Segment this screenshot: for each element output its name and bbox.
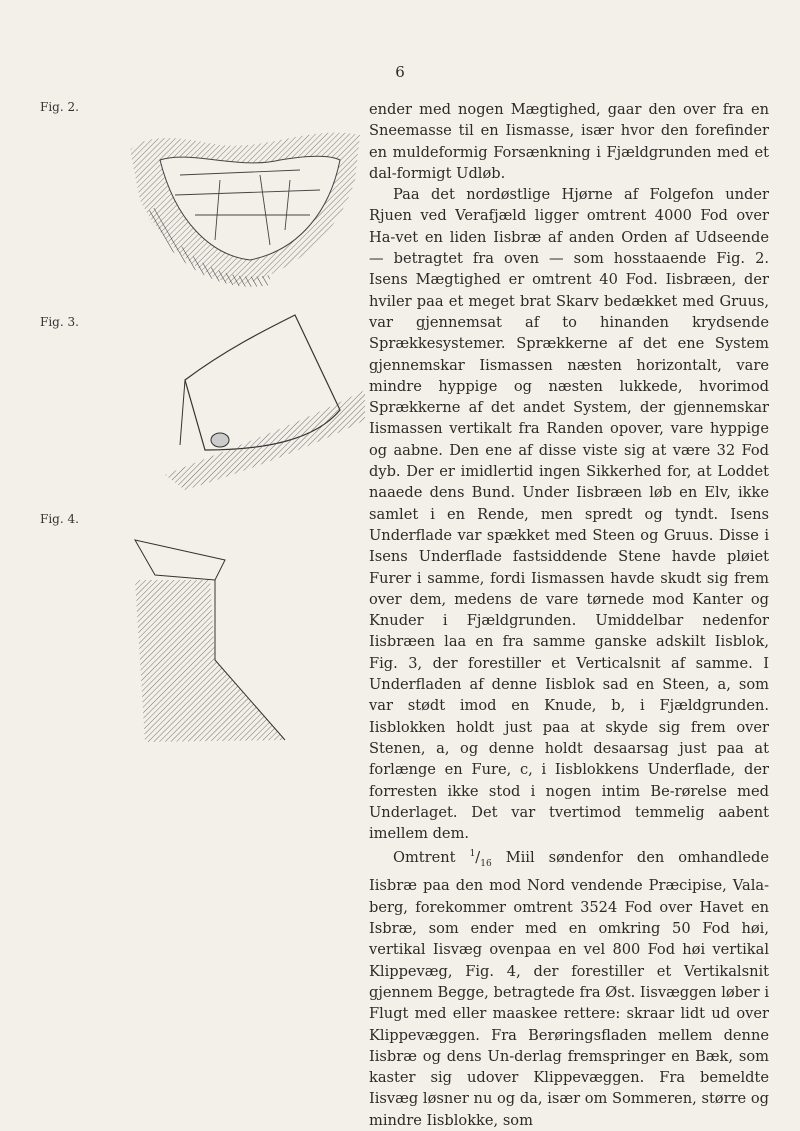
page-number: 6 <box>395 63 405 81</box>
fig4-illustration <box>115 520 375 750</box>
fig3-illustration <box>165 300 365 490</box>
paragraph-3 <box>369 844 769 1131</box>
body-text <box>369 99 769 1131</box>
paragraph-3-rest: Miil søndenfor den omhandlede Iisbræ paa den mod Nord vendende Præcipise, Vala-berg, forekommer omtrent 3524 Fod over Havet en Isbræ, som ender med en omkring 50 Fod høi, vertikal Iisvæg ovenpaa en vel 800 Fod høi vertikal Klippevæg, Fig. 4, der forestiller et Vertikalsnit gjennem Begge, betragtede fra Øst. Iisvæggen løber i Flugt med eller maaskee rettere: skraar lidt ud over Klippevæggen. Fra Berøringsfladen mellem denne Iisbræ og dens Un-derlag fremspringer en Bæk, som kaster sig udover Klippevæggen. Fra bemeldte Iisvæg løsner nu og da, især om Sommeren, større og mindre Iisblokke, som <box>369 849 770 1129</box>
fig2-illustration <box>120 120 370 290</box>
fig4-label: Fig. 4. <box>40 512 79 526</box>
paragraph-3-start: Omtrent <box>393 849 456 867</box>
fig2-label: Fig. 2. <box>40 100 79 114</box>
paragraph-2: Paa det nordøstlige Hjørne af Folgefon under Rjuen ved Verafjæld ligger omtrent 4000 Fod over Ha-vet en liden Iisbræ af anden Orden af Udseende — betragtet fra oven — som hosstaaende Fig. 2. Isens Mægtighed er omtrent 40 Fod. Iisbræen, der hviler paa et meget brat Skarv bedækket med Gruus, var gjennemsat af to hinanden krydsende Sprækkesystemer. Sprækkerne af det ene System gjennemskar Iismassen næsten horizontalt, vare mindre hyppige og næsten lukkede, hvorimod Sprækkerne af det andet System, der gjennemskar Iismassen vertikalt fra Randen opover, vare hyppige og aabne. Den ene af disse viste sig at være 32 Fod dyb. Der er imidlertid ingen Sikkerhed for, at Loddet naaede dens Bund. Under Iisbræen løb en Elv, ikke samlet i en Rende, men spredt og tyndt. Isens Underflade var spækket med Steen og Gruus. Disse i Isens Underflade fastsiddende Stene havde pløiet Furer i samme, fordi Iismassen havde skudt sig frem over dem, medens de vare tørnede mod Kanter og Knuder i Fjældgrunden. Umiddelbar nedenfor Iisbræen laa en fra samme ganske adskilt Iisblok, Fig. 3, der forestiller et Verticalsnit af samme. I Underfladen af denne Iisblok sad en Steen, a, som var stødt imod en Knude, b, i Fjældgrunden. Iisblokken holdt just paa at skyde sig frem over Stenen, a, og denne holdt desaarsag just paa at forlænge en Fure, c, i Iisblokkens Underflade, der forresten ikke stod i nogen intim Be-rørelse med Underlaget. Det var tvertimod temmelig aabent imellem dem. <box>369 186 769 843</box>
paragraph-1: ender med nogen Mægtighed, gaar den over fra en Sneemasse til en Iismasse, især hvor den forefinder en muldeformig Forsænkning i Fjældgrunden med et dal-formigt Udløb. <box>369 101 769 182</box>
fraction-denominator: 16 <box>480 859 492 870</box>
fraction-numerator: 1 <box>469 849 476 860</box>
fig3-label: Fig. 3. <box>40 315 79 329</box>
fraction: $^1/_{16}$ <box>469 849 492 870</box>
